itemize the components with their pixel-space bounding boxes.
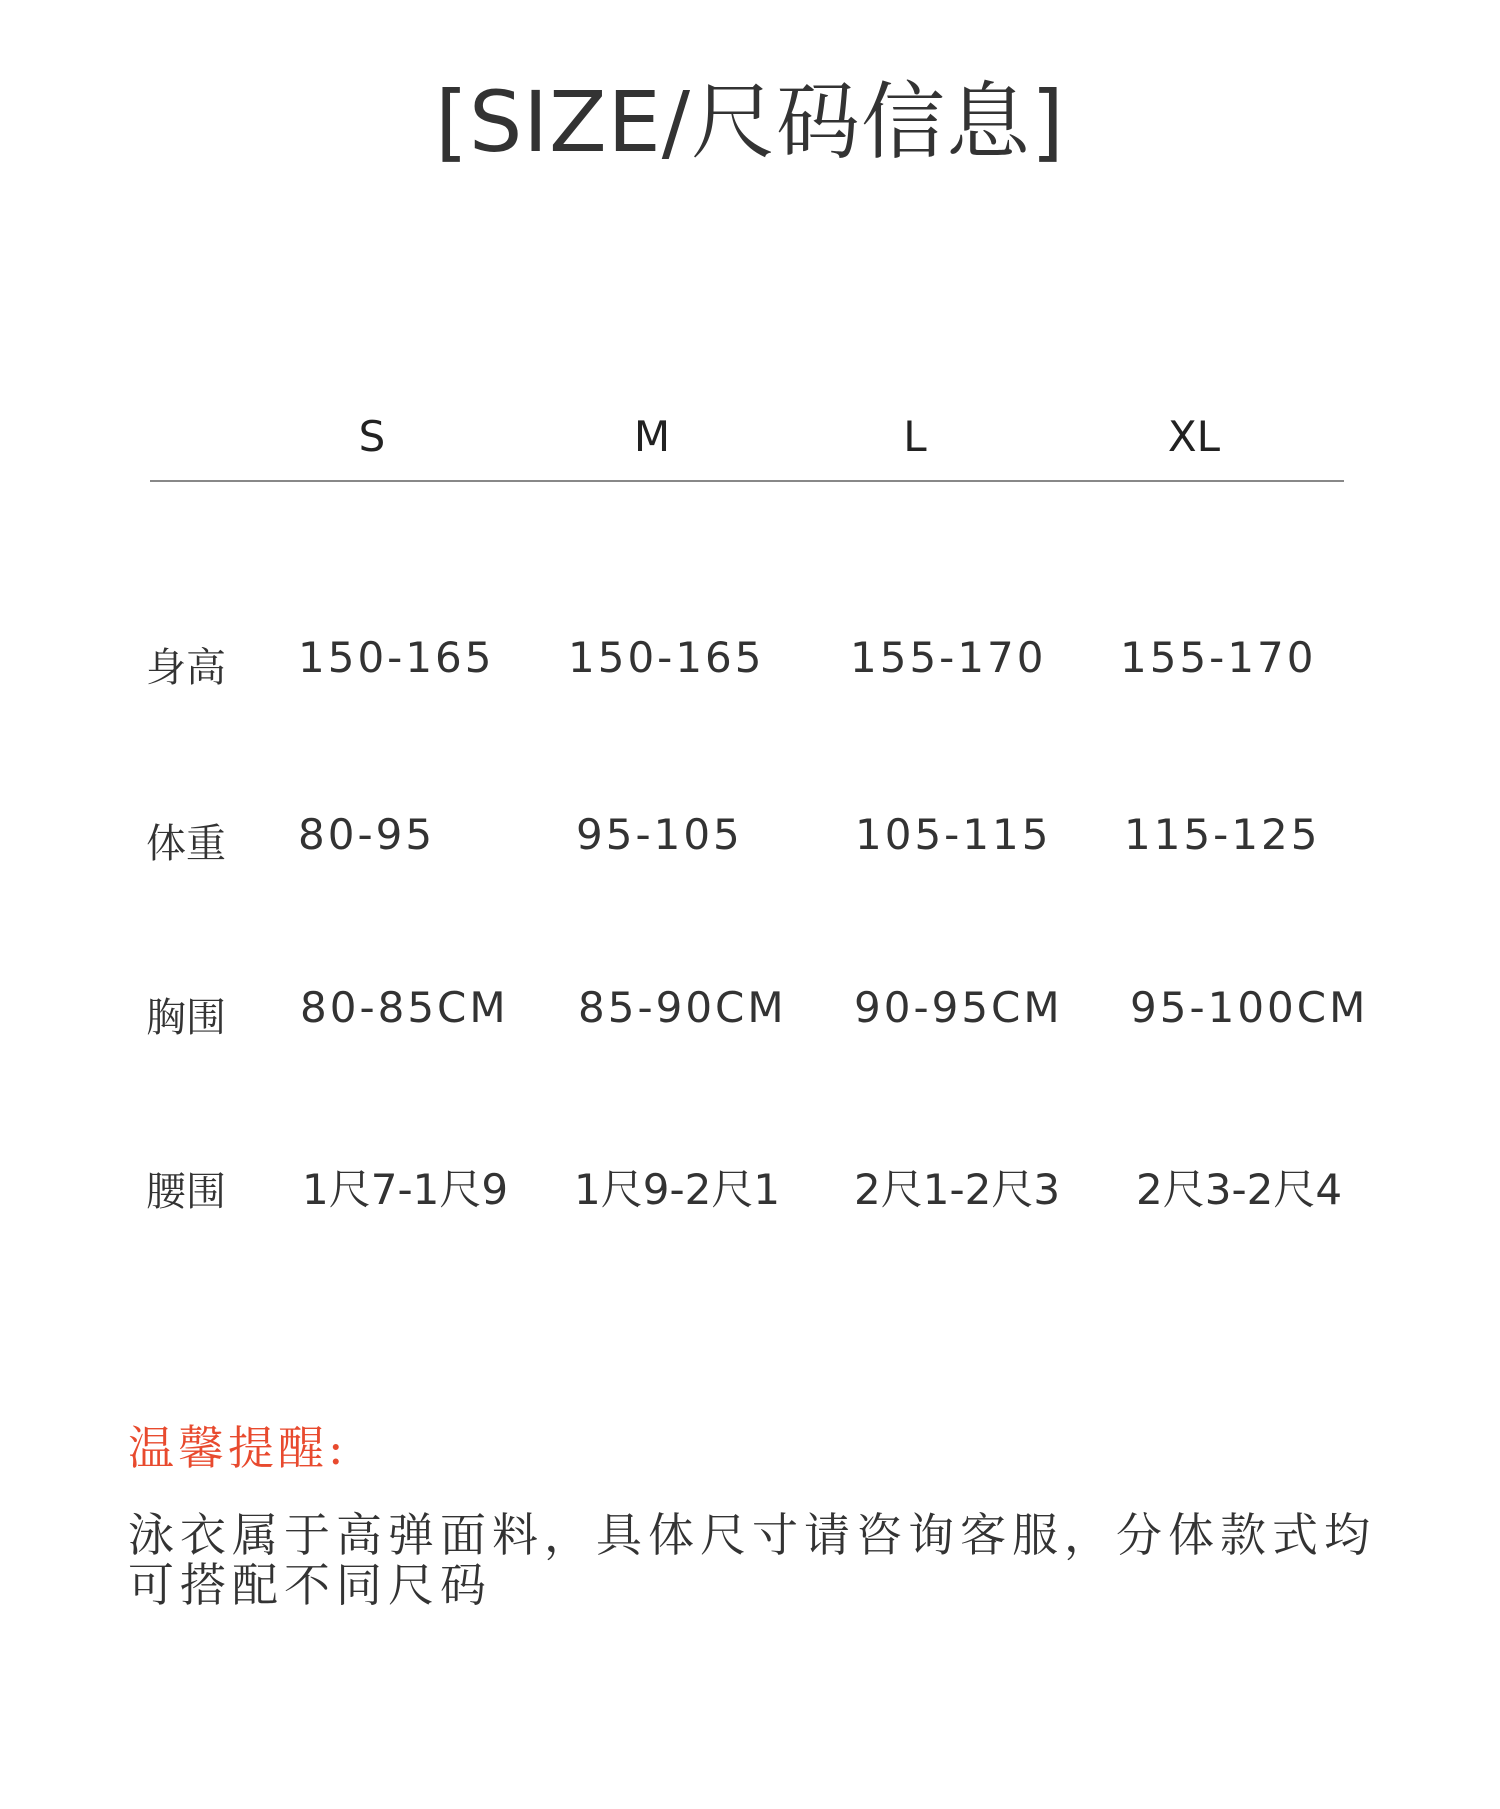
table-cell: 2尺3-2尺4 bbox=[1136, 1165, 1343, 1214]
size-header-m: M bbox=[633, 412, 671, 461]
table-cell: 155-170 bbox=[850, 633, 1047, 682]
row-label-chest: 胸围 bbox=[146, 995, 226, 1041]
header-divider bbox=[150, 480, 1344, 482]
table-cell: 1尺9-2尺1 bbox=[574, 1165, 781, 1214]
size-header-xl: XL bbox=[1167, 412, 1221, 461]
table-cell: 155-170 bbox=[1120, 633, 1317, 682]
table-cell: 115-125 bbox=[1124, 810, 1321, 859]
table-cell: 95-105 bbox=[576, 810, 743, 859]
table-cell: 105-115 bbox=[855, 810, 1052, 859]
table-cell: 95-100CM bbox=[1130, 983, 1369, 1032]
table-cell: 80-95 bbox=[298, 810, 436, 859]
size-header-l: L bbox=[903, 412, 927, 461]
table-cell: 150-165 bbox=[298, 633, 495, 682]
page-title: [SIZE/尺码信息] bbox=[435, 73, 1065, 171]
table-cell: 80-85CM bbox=[300, 983, 509, 1032]
table-cell: 150-165 bbox=[568, 633, 765, 682]
size-header-s: S bbox=[358, 412, 386, 461]
table-cell: 1尺7-1尺9 bbox=[302, 1165, 509, 1214]
row-label-weight: 体重 bbox=[146, 821, 226, 867]
row-label-height: 身高 bbox=[146, 645, 226, 691]
tip-title: 温馨提醒: bbox=[128, 1421, 348, 1475]
row-label-waist: 腰围 bbox=[146, 1169, 226, 1215]
table-cell: 90-95CM bbox=[854, 983, 1063, 1032]
tip-body: 泳衣属于高弹面料，具体尺寸请咨询客服，分体款式均可搭配不同尺码 bbox=[128, 1508, 1376, 1612]
table-cell: 85-90CM bbox=[578, 983, 787, 1032]
table-cell: 2尺1-2尺3 bbox=[854, 1165, 1061, 1214]
